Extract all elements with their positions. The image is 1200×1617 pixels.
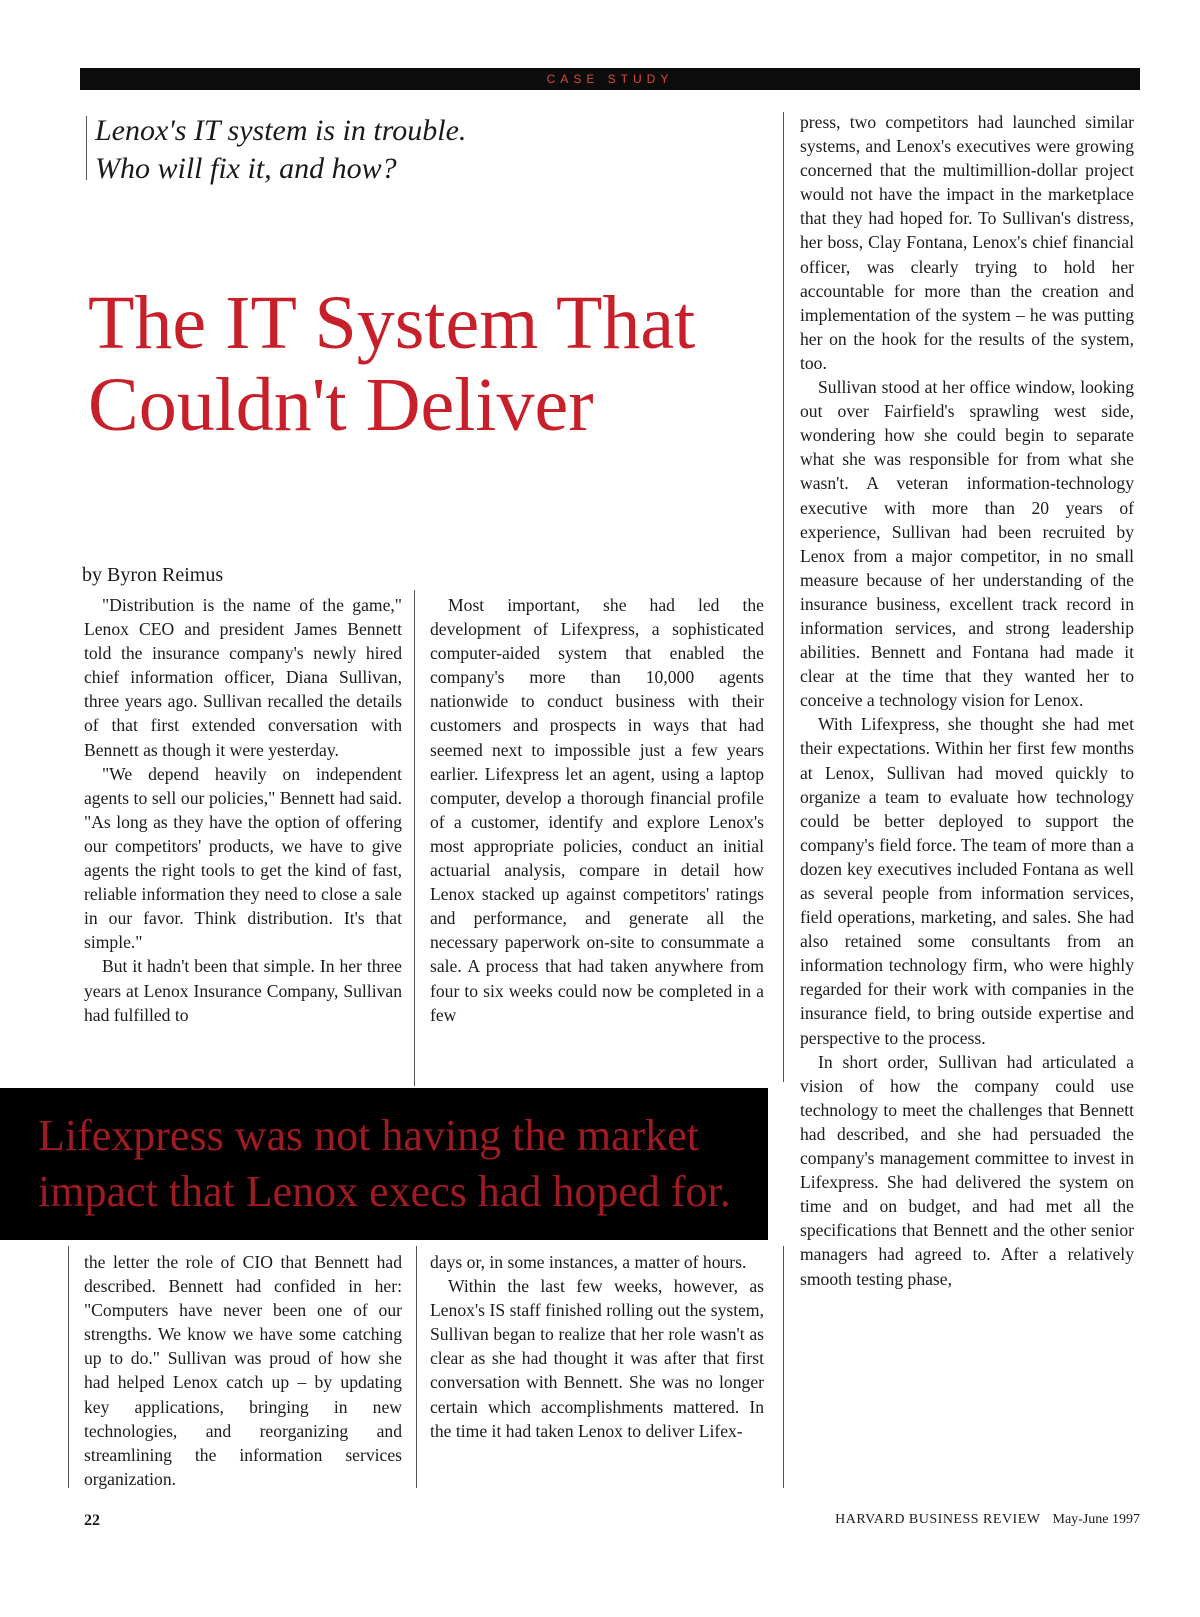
column-rule-4 [416,1246,417,1488]
title-line-1: The IT System That [88,281,696,365]
column-2-top [430,593,764,1027]
issue-date: May-June 1997 [1052,1512,1140,1527]
column-3 [800,110,1134,1291]
column-rule-3 [68,1246,69,1488]
title-line-2: Couldn't Deliver [88,363,594,447]
publication-footer [700,1512,1140,1528]
paragraph: But it hadn't been that simple. In her three years at Lenox Insurance Company, Sullivan had fulfilled to [84,956,402,1025]
deck-rule [86,116,87,180]
pull-quote-line-2: impact that Lenox execs had hoped for. [38,1167,731,1216]
paragraph: press, two competitors had launched similar systems, and Lenox's executives were growing concerned that the multimillion-dollar project would not have the impact in the marketplace that they had hoped for. To Sullivan's distress, her boss, Clay Fontana, Lenox's chief financial officer, was clearly trying to hold her accountable for more than the creation and implementation of the system – he was putting her on the hook for the results of the system, too. [800,112,1134,373]
publication-name: HARVARD BUSINESS REVIEW [835,1512,1041,1527]
column-rule-2 [783,112,784,1082]
column-rule-5 [783,1246,784,1488]
paragraph: In short order, Sullivan had articulated a vision of how the company could use technology to meet the challenges that Bennett had described, and she had persuaded the company's management committee to invest in Lifexpress. She had delivered the system on time and on budget, and had met all the specifications that Bennett and the other senior managers had agreed to. After a relatively smooth testing phase, [800,1051,1134,1289]
paragraph: Within the last few weeks, however, as Lenox's IS staff finished rolling out the system, Sullivan began to realize that her role wasn't as clear as she had thought it was after that first conversation with Bennett. She was no longer certain which accomplishments mattered. In the time it had taken Lenox to deliver Lifex- [430,1276,764,1441]
page-number: 22 [84,1512,100,1529]
section-label: CASE STUDY [546,72,674,86]
deck-line-2: Who will fix it, and how? [95,152,397,185]
column-2-bottom [430,1250,764,1443]
pull-quote [38,1108,778,1220]
paragraph: "Distribution is the name of the game," Lenox CEO and president James Bennett told the insurance company's newly hired chief information officer, Diana Sullivan, three years ago. Sullivan recalled the details of that first extended conversation with Bennett as though it were yesterday. [84,595,402,760]
column-rule-1 [414,590,415,1086]
byline: by Byron Reimus [82,564,224,586]
paragraph: days or, in some instances, a matter of hours. [430,1252,747,1272]
column-1-bottom [84,1250,402,1491]
paragraph: Sullivan stood at her office window, looking out over Fairfield's sprawling west side, wondering how she could begin to separate what she was responsible for from what she wasn't. A veteran information-technology executive with more than 20 years of experience, Sullivan had been recruited by Lenox from a major competitor, in no small measure because of her understanding of the insurance business, excellent track record in information services, and strong leadership abilities. Bennett and Fontana had made it clear at the time that they wanted her to conceive a technology vision for Lenox. [800,377,1134,711]
pull-quote-line-1: Lifexpress was not having the market [38,1111,700,1160]
paragraph: "We depend heavily on independent agents to sell our policies," Bennett had said. "As long as they have the option of offering our competitors' products, we have to give agents the right tools to get the kind of fast, reliable information they need to close a sale in our favor. Think distribution. It's that simple." [84,763,402,953]
paragraph: Most important, she had led the development of Lifexpress, a sophisticated computer-aided system that enabled the company's more than 10,000 agents nationwide to conduct business with their customers and prospects in ways that had seemed next to impossible just a few years earlier. Lifexpress let an agent, using a laptop computer, develop a thorough financial profile of a customer, identify and explore Lenox's most appropriate policies, conduct an initial actuarial analysis, compare in detail how Lenox stacked up against competitors' ratings and performance, and generate all the necessary paperwork on-site to consummate a sale. A process that had taken anywhere from four to six weeks could now be completed in a few [430,595,764,1025]
article-title [88,282,768,446]
deck [95,112,655,188]
deck-line-1: Lenox's IT system is in trouble. [95,114,467,147]
paragraph: the letter the role of CIO that Bennett had described. Bennett had confided in her: "Computers have never been one of our strengths. We know we have some catching up to do." Sullivan was proud of how she had helped Lenox catch up – by updating key applications, bringing in new technologies, and reorganizing and streamlining the information services organization. [84,1252,402,1489]
column-1-top [84,593,402,1027]
paragraph: With Lifexpress, she thought she had met their expectations. Within her first few months at Lenox, Sullivan had moved quickly to organize a team to evaluate how technology could be better deployed to support the company's field force. The team of more than a dozen key executives included Fontana as well as several people from information services, field operations, marketing, and sales. She had also retained some consultants from an information technology firm, who were highly regarded for their work with companies in the insurance field, to bring outside expertise and perspective to the process. [800,714,1134,1048]
